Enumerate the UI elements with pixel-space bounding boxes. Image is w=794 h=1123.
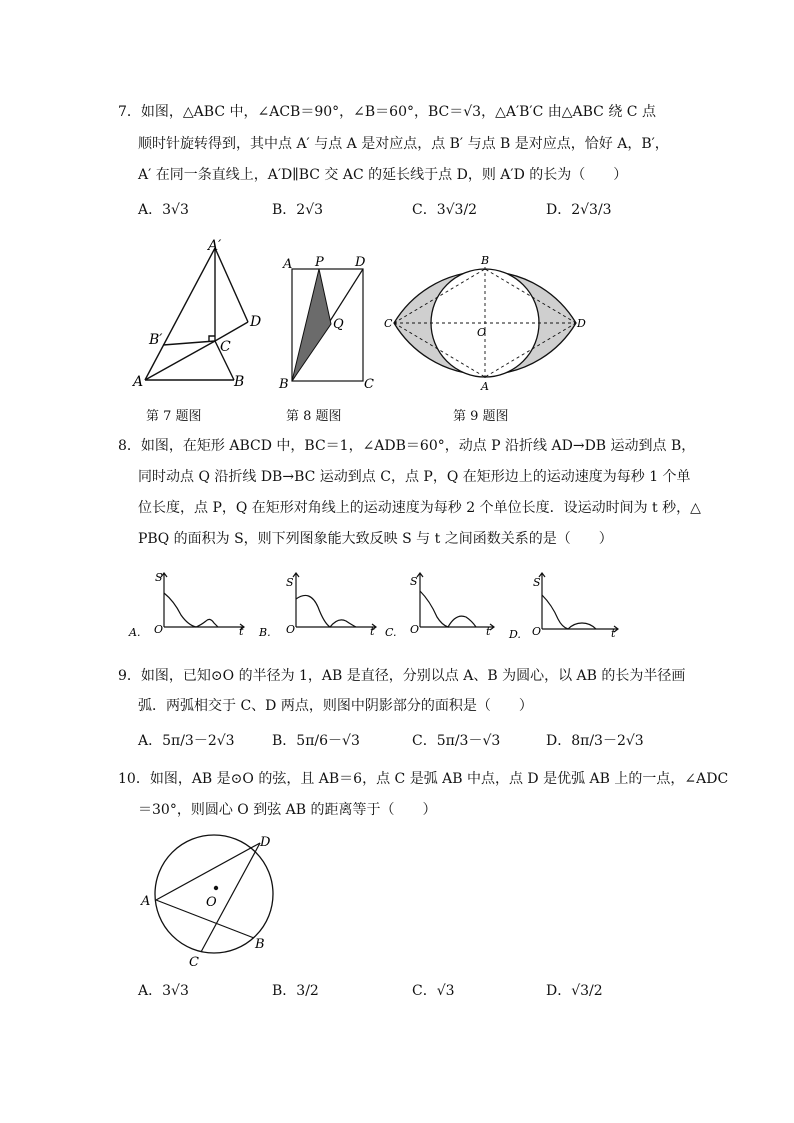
graph-c-label: C. — [385, 626, 397, 639]
fig8-label-a: A — [283, 257, 293, 272]
graph-d-t-label: t — [611, 627, 616, 640]
caption-fig8: 第 8 题图 — [286, 409, 342, 424]
graph-d-s-label: S — [533, 576, 541, 589]
fig7-label-a: A — [133, 374, 144, 390]
q10-option-c[interactable]: C．√3 — [412, 983, 455, 999]
q9-option-b[interactable]: B．5π/6－√3 — [272, 733, 360, 749]
q8-line-3: 位长度，点 P，Q 在矩形对角线上的运动速度为每秒 2 个单位长度．设运动时间为 t 秒，△ — [138, 500, 701, 516]
fig8-label-p: P — [315, 255, 324, 270]
fig10-label-c: C — [189, 955, 199, 970]
fig10-label-b: B — [255, 937, 265, 952]
q7-option-c[interactable]: C．3√3/2 — [412, 202, 478, 218]
fig7-label-b-prime: B′ — [149, 332, 163, 348]
fig8-label-b: B — [279, 377, 289, 392]
fig10-label-o: O — [206, 895, 217, 910]
q8-graph-a[interactable] — [126, 565, 252, 645]
q7-line-2: 顺时针旋转得到，其中点 A′ 与点 A 是对应点，点 B′ 与点 B 是对应点，恰好 A，B′， — [138, 136, 669, 152]
graph-b-o-label: O — [286, 623, 296, 636]
graph-a-s-label: S — [155, 571, 163, 584]
q7-line-3: A′ 在同一条直线上，A′D∥BC 交 AC 的延长线于点 D，则 A′D 的长为（ ） — [138, 167, 628, 183]
q8-line-2: 同时动点 Q 沿折线 DB→BC 运动到点 C，点 P，Q 在矩形边上的运动速度为每秒 1 个单 — [138, 469, 691, 485]
q7-option-d[interactable]: D．2√3/3 — [546, 202, 612, 218]
q9-line-1: 9．如图，已知⊙O 的半径为 1，AB 是直径，分别以点 A、B 为圆心，以 AB 的长为半径画 — [118, 668, 686, 684]
q9-option-d[interactable]: D．8π/3－2√3 — [546, 733, 644, 749]
q8-line-1: 8．如图，在矩形 ABCD 中，BC＝1，∠ADB＝60°，动点 P 沿折线 AD→DB 运动到点 B， — [118, 438, 696, 454]
q10-option-d[interactable]: D．√3/2 — [546, 983, 603, 999]
center-dot — [214, 886, 218, 890]
fig9-label-c: C — [384, 317, 393, 330]
graph-c-o-label: O — [410, 623, 420, 636]
graph-c-t-label: t — [486, 625, 491, 638]
q9-option-c[interactable]: C．5π/3－√3 — [412, 733, 501, 749]
fig7-label-c: C — [220, 339, 231, 355]
figure-7 — [128, 238, 268, 398]
graph-a-label: A. — [129, 626, 141, 639]
q7-line-1: 7．如图，△ABC 中，∠ACB＝90°，∠B＝60°，BC＝√3，△A′B′C 由△ABC 绕 C 点 — [118, 104, 656, 120]
figure-9 — [380, 252, 590, 392]
graph-b-t-label: t — [370, 625, 375, 638]
q7-option-a[interactable]: A．3√3 — [138, 202, 189, 218]
fig7-label-a-prime: A′ — [208, 238, 222, 254]
fig8-label-c: C — [364, 377, 374, 392]
q10-line-2: ＝30°，则圆心 O 到弦 AB 的距离等于（ ） — [138, 802, 437, 818]
graph-d-label: D. — [509, 628, 521, 641]
q9-line-2: 弧．两弧相交于 C、D 两点，则图中阴影部分的面积是（ ） — [138, 698, 533, 714]
caption-fig7: 第 7 题图 — [146, 409, 202, 424]
fig10-label-a: A — [141, 894, 151, 909]
figure-10 — [136, 832, 286, 972]
q8-graph-b[interactable] — [256, 565, 382, 645]
graph-b-label: B. — [259, 626, 271, 639]
fig10-label-d: D — [260, 835, 271, 850]
graph-b-s-label: S — [286, 576, 294, 589]
q8-graph-c[interactable] — [382, 565, 508, 645]
fig9-label-d: D — [577, 317, 586, 330]
figure-8 — [278, 252, 378, 392]
graph-a-o-label: O — [154, 623, 164, 636]
graph-d-o-label: O — [532, 625, 542, 638]
fig7-label-d: D — [250, 314, 262, 330]
fig7-label-b: B — [234, 374, 245, 390]
q7-option-b[interactable]: B．2√3 — [272, 202, 324, 218]
q10-line-1: 10．如图，AB 是⊙O 的弦，且 AB＝6，点 C 是弧 AB 中点，点 D 是优弧 AB 上的一点，∠ADC — [118, 771, 729, 787]
q10-option-a[interactable]: A．3√3 — [138, 983, 189, 999]
fig9-label-b: B — [481, 254, 490, 267]
graph-a-t-label: t — [239, 625, 244, 638]
fig8-label-q: Q — [333, 317, 344, 332]
q9-option-a[interactable]: A．5π/3－2√3 — [138, 733, 235, 749]
graph-c-s-label: S — [410, 575, 418, 588]
fig8-label-d: D — [355, 255, 366, 270]
fig9-label-a: A — [481, 380, 489, 392]
q8-graph-d[interactable] — [506, 565, 626, 645]
caption-fig9: 第 9 题图 — [453, 409, 509, 424]
fig9-label-o: O — [477, 326, 487, 339]
q8-line-4: PBQ 的面积为 S，则下列图象能大致反映 S 与 t 之间函数关系的是（ ） — [138, 531, 613, 547]
q10-option-b[interactable]: B．3/2 — [272, 983, 319, 999]
